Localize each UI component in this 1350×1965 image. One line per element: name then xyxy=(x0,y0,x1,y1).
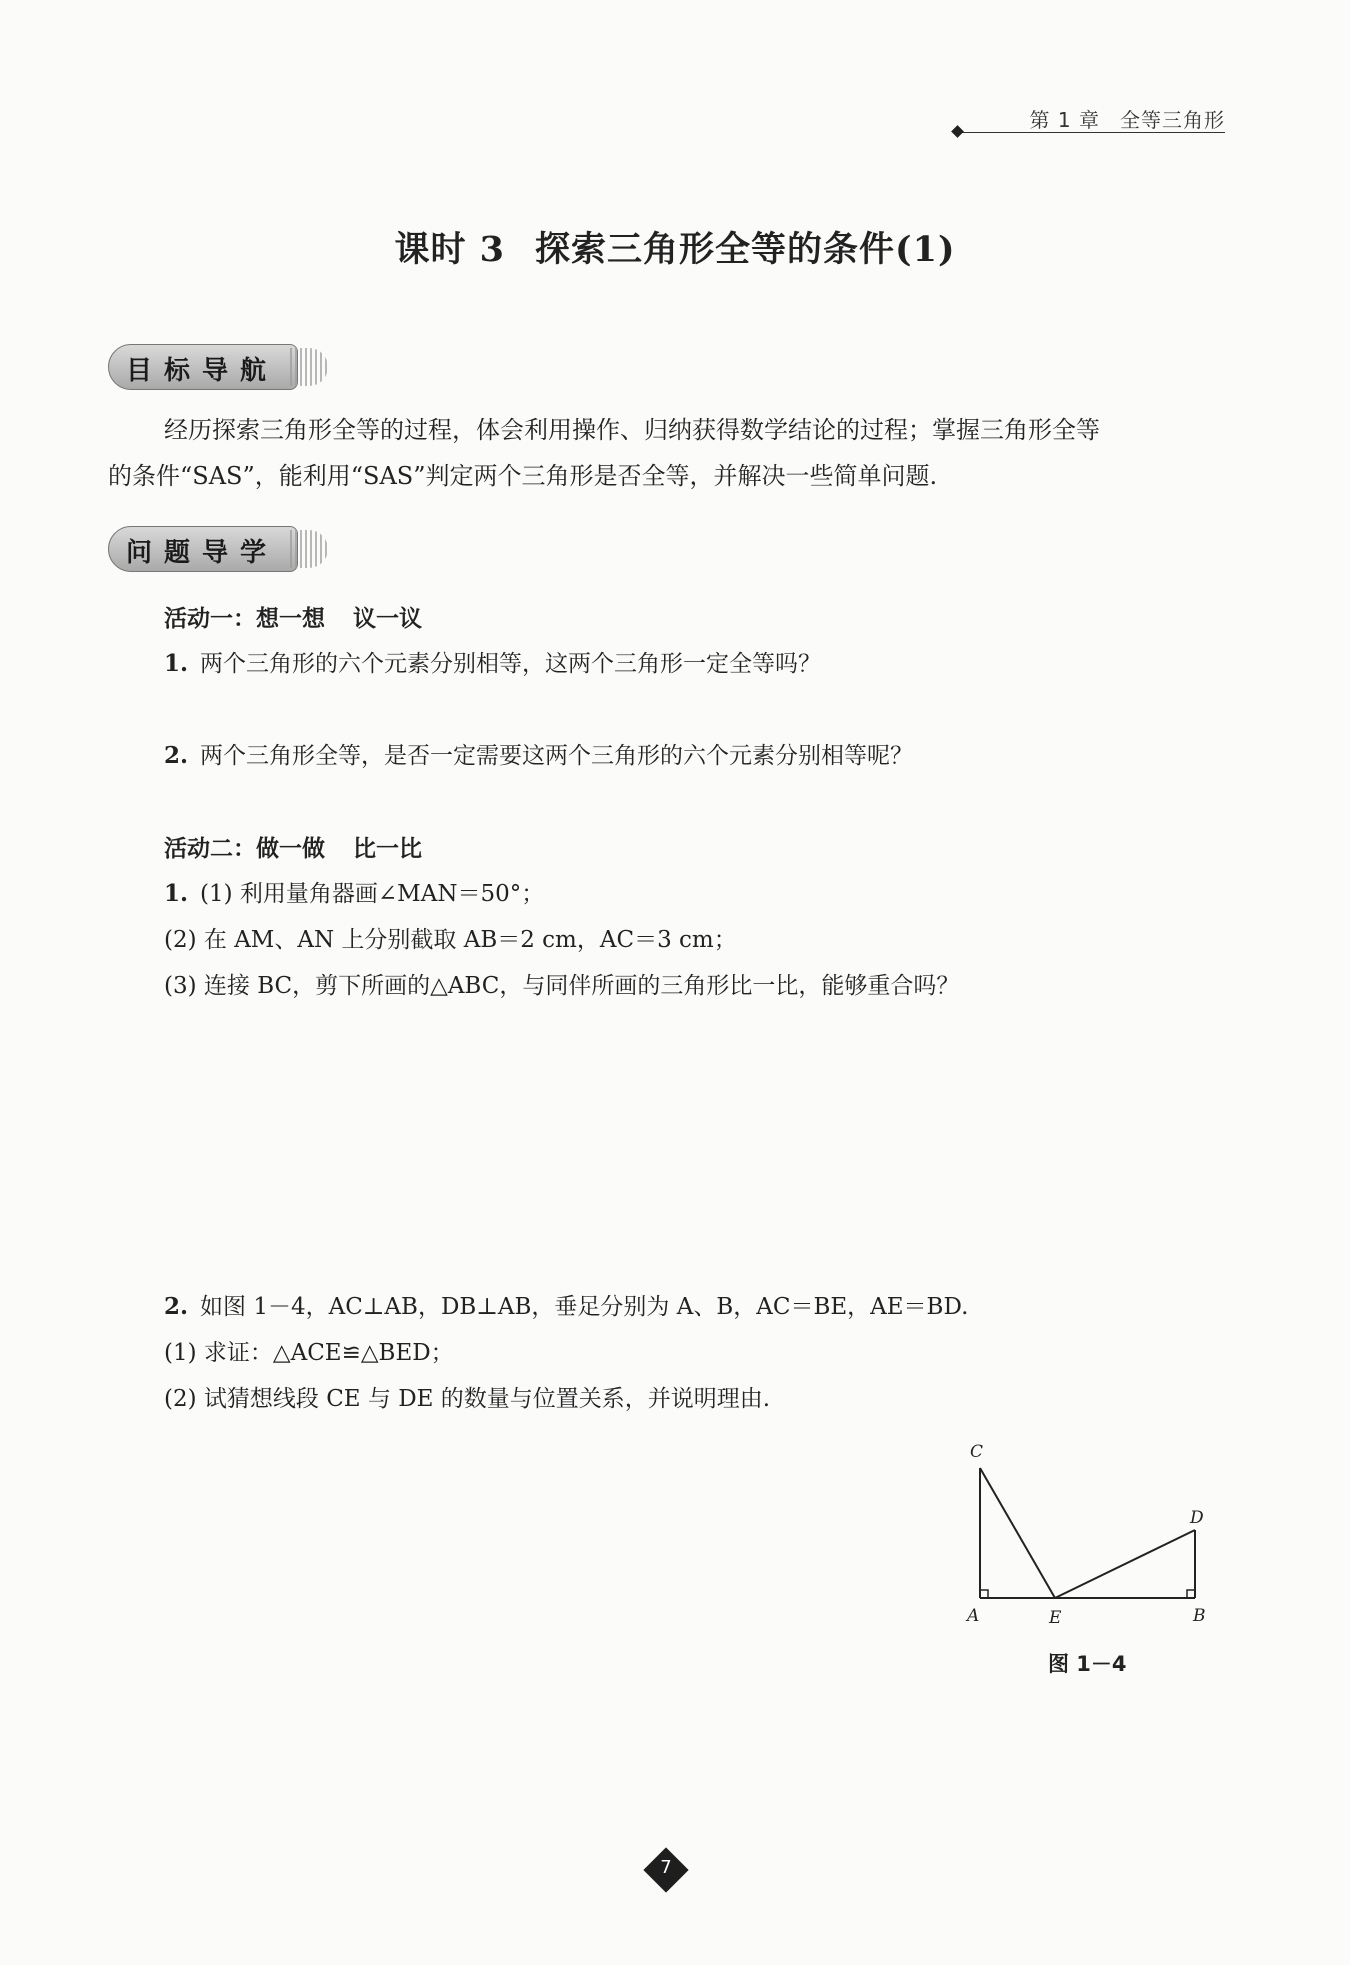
lesson-name: 探索三角形全等的条件(1) xyxy=(535,229,956,270)
figure-caption: 图 1－4 xyxy=(1048,1652,1127,1676)
right-angle-A-icon xyxy=(980,1590,988,1598)
activity2-question-2-part-2: (2) 试猜想线段 CE 与 DE 的数量与位置关系，并说明理由. xyxy=(164,1386,771,1412)
running-header xyxy=(1030,104,1225,133)
question-text: (1) 利用量角器画∠MAN＝50°； xyxy=(200,881,545,907)
goals-line-1: 经历探索三角形全等的过程，体会利用操作、归纳获得数学结论的过程；掌握三角形全等 xyxy=(164,416,1100,444)
label-E: E xyxy=(1049,1608,1062,1628)
label-A: A xyxy=(967,1606,980,1626)
activity2-question-2-part-1: (1) 求证：△ACE≌△BED； xyxy=(164,1340,454,1366)
activity1-title-b: 议一议 xyxy=(353,606,422,632)
question-text: 两个三角形的六个元素分别相等，这两个三角形一定全等吗？ xyxy=(200,651,822,677)
right-angle-B-icon xyxy=(1187,1590,1195,1598)
badge-label: 目标导航 xyxy=(126,356,279,386)
activity1-title xyxy=(164,600,422,633)
lesson-number: 课时 3 xyxy=(394,229,506,270)
badge-stripes xyxy=(290,530,328,568)
activity2-question-1-part-1 xyxy=(164,875,544,908)
activity2-question-1-part-2: (2) 在 AM、AN 上分别截取 AB＝2 cm，AC＝3 cm； xyxy=(164,927,737,953)
activity1-title-a: 活动一：想一想 xyxy=(164,606,325,632)
question-text: 两个三角形全等，是否一定需要这两个三角形的六个元素分别相等呢？ xyxy=(200,743,914,769)
segment-CE xyxy=(980,1468,1055,1598)
label-B: B xyxy=(1193,1606,1206,1626)
page-number: 7 xyxy=(660,1857,672,1878)
page-number-badge xyxy=(644,1848,688,1892)
chapter-number: 第 1 章 xyxy=(1029,108,1100,132)
header-rule xyxy=(960,132,1225,133)
activity2-question-1-part-3: (3) 连接 BC，剪下所画的△ABC，与同伴所画的三角形比一比，能够重合吗？ xyxy=(164,973,960,999)
badge-stripes xyxy=(290,348,328,386)
question-number: 1. xyxy=(164,650,189,677)
goals-line-2: 的条件“SAS”，能利用“SAS”判定两个三角形是否全等，并解决一些简单问题. xyxy=(108,462,938,490)
goals-text xyxy=(108,407,1233,499)
segment-DE xyxy=(1055,1530,1195,1598)
activity2-title xyxy=(164,830,422,863)
header-diamond-icon xyxy=(951,125,964,138)
activity2-title-a: 活动二：做一做 xyxy=(164,836,325,862)
activity2-title-b: 比一比 xyxy=(353,836,422,862)
badge-label: 问题导学 xyxy=(126,538,279,568)
label-C: C xyxy=(970,1442,984,1462)
label-D: D xyxy=(1190,1508,1204,1528)
question-text: 如图 1－4，AC⊥AB，DB⊥AB，垂足分别为 A、B，AC＝BE，AE＝BD. xyxy=(200,1294,969,1320)
lesson-title xyxy=(0,222,1350,272)
question-number: 1. xyxy=(164,880,189,907)
question-number: 2. xyxy=(164,742,189,769)
problems-badge xyxy=(108,526,323,572)
activity1-question-2 xyxy=(164,737,913,770)
goals-badge xyxy=(108,344,323,390)
activity1-question-1 xyxy=(164,645,821,678)
chapter-title: 全等三角形 xyxy=(1120,108,1225,132)
question-number: 2. xyxy=(164,1293,189,1320)
activity2-question-2 xyxy=(164,1288,968,1321)
figure-1-4-diagram xyxy=(955,1435,1225,1635)
